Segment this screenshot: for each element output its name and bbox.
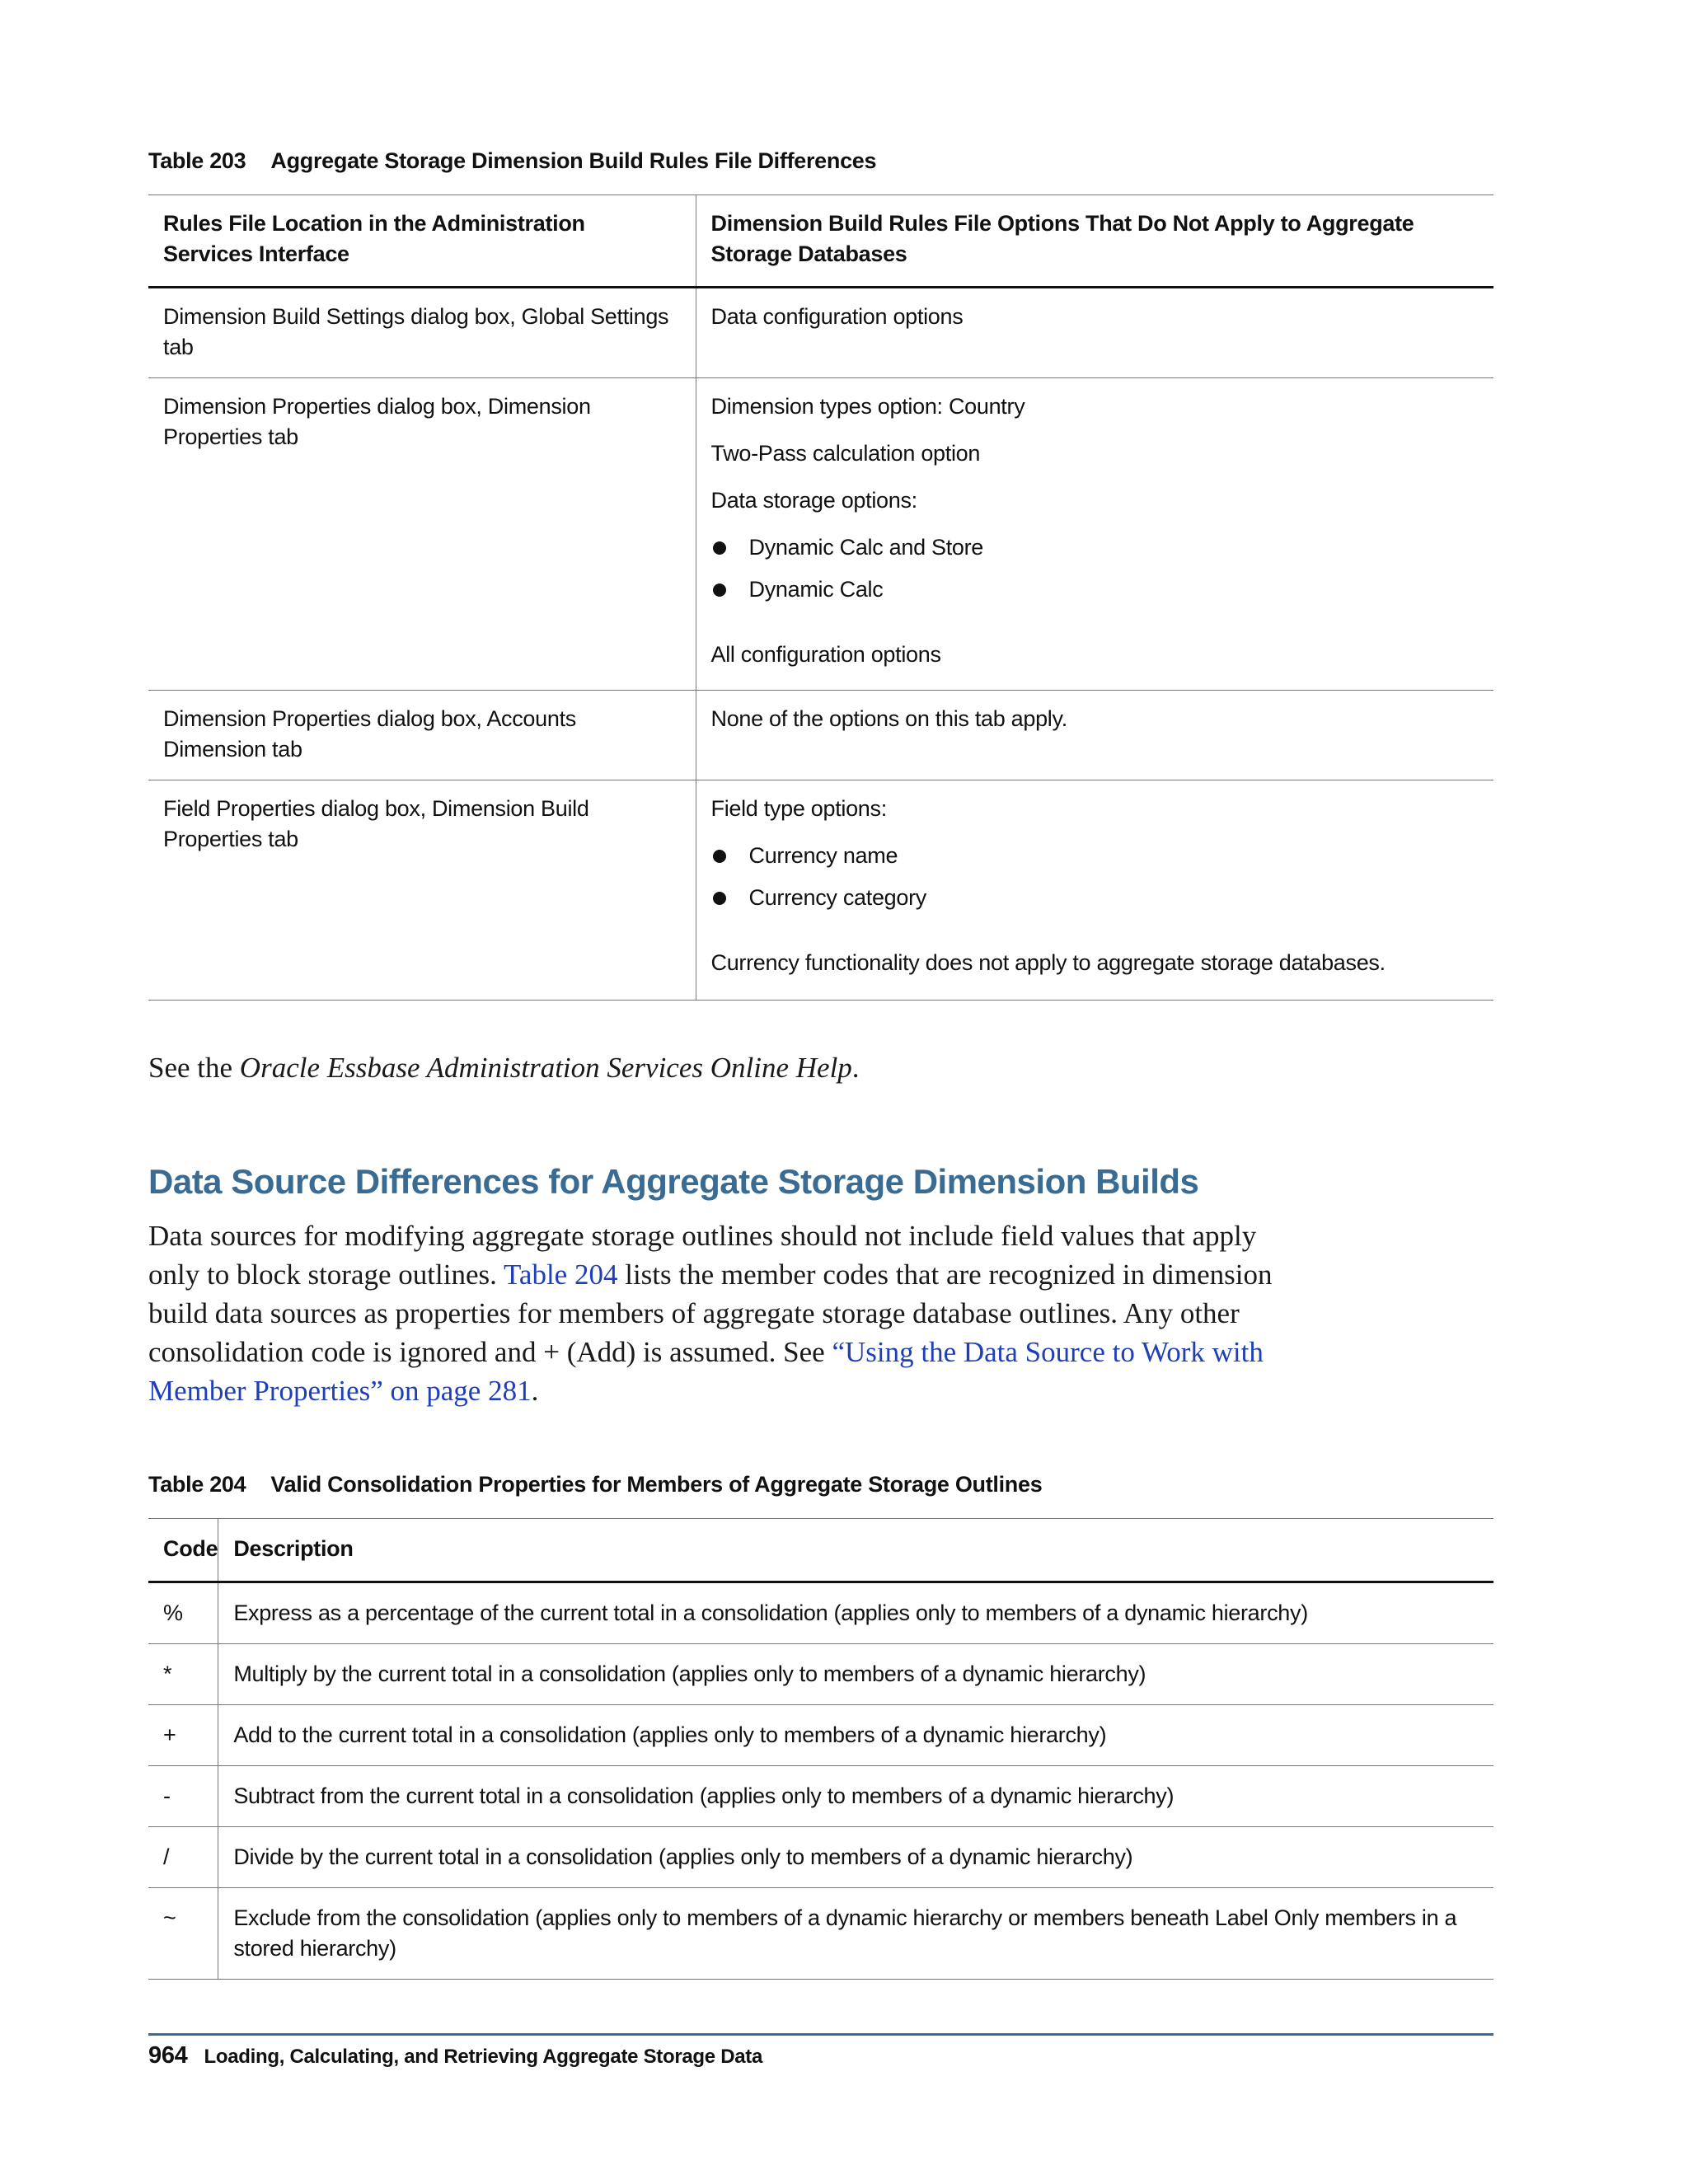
option-text: Currency functionality does not apply to aggregate storage databases. <box>710 950 1386 975</box>
footer-rule <box>148 2033 1493 2036</box>
paragraph-text: . <box>531 1375 539 1407</box>
table-row <box>148 780 1493 1001</box>
see-also-suffix: . <box>851 1052 860 1084</box>
table-204-title: Valid Consolidation Properties for Members of Aggregate Storage Outlines <box>270 1472 1043 1497</box>
table-row <box>148 1582 1493 1644</box>
table-204-header-description: Description <box>218 1519 1493 1582</box>
page-footer <box>148 2042 762 2069</box>
table-cell-code: ~ <box>148 1888 218 1980</box>
table-cell-location: Dimension Properties dialog box, Accounts Dimension tab <box>148 691 696 780</box>
table-203-header-row <box>148 195 1493 288</box>
table-row <box>148 1766 1493 1827</box>
table-cell-description: Multiply by the current total in a consolidation (applies only to members of a dynamic hierarchy) <box>218 1644 1493 1705</box>
table-cell-location: Dimension Build Settings dialog box, Global Settings tab <box>148 288 696 378</box>
table-row <box>148 691 1493 780</box>
help-title: Oracle Essbase Administration Services Online Help <box>239 1052 852 1084</box>
table-cell-location: Dimension Properties dialog box, Dimension Properties tab <box>148 378 696 691</box>
table-cell-description: Divide by the current total in a consolidation (applies only to members of a dynamic hierarchy) <box>218 1827 1493 1888</box>
member-properties-link[interactable]: “Using the Data Source to Work with Member Properties” on page 281 <box>148 1336 1264 1407</box>
see-also-prefix: See the <box>148 1052 240 1084</box>
table-cell-code: * <box>148 1644 218 1705</box>
table-203-header-options: Dimension Build Rules File Options That Do Not Apply to Aggregate Storage Databases <box>696 195 1493 288</box>
table-row <box>148 1888 1493 1980</box>
option-text: All configuration options <box>710 642 941 667</box>
table-203 <box>148 194 1493 1001</box>
table-204 <box>148 1518 1493 1980</box>
table-204-header-row <box>148 1519 1493 1582</box>
table-203-title: Aggregate Storage Dimension Build Rules File Differences <box>270 148 877 173</box>
table-203-number: Table 203 <box>148 148 246 173</box>
option-text: Dimension types option: Country <box>710 394 1025 419</box>
paragraph-text: lists the member codes that are recognized in dimension build data sources as properties for members of aggregate storage database outlines. Any other consolidation code is ignored and + (Add) is assumed. See <box>148 1258 1273 1368</box>
table-cell-options <box>696 378 1493 691</box>
table-cell-description: Express as a percentage of the current total in a consolidation (applies only to members of a dynamic hierarchy) <box>218 1582 1493 1644</box>
bullet-item: Currency name <box>711 841 1479 871</box>
section-heading: Data Source Differences for Aggregate Storage Dimension Builds <box>148 1162 1199 1201</box>
option-text: Data configuration options <box>710 304 964 329</box>
paragraph-text: Data sources for modifying aggregate storage outlines should not include field values that apply only to block storage outlines. <box>148 1220 1257 1291</box>
bullet-item: Dynamic Calc and Store <box>711 532 1479 563</box>
option-text: Two-Pass calculation option <box>710 441 981 466</box>
chapter-title: Loading, Calculating, and Retrieving Aggregate Storage Data <box>204 2046 763 2068</box>
table-row <box>148 1705 1493 1766</box>
table-cell-description: Exclude from the consolidation (applies only to members of a dynamic hierarchy or members beneath Label Only members in a stored hierarchy) <box>218 1888 1493 1980</box>
page-number: 964 <box>148 2042 188 2069</box>
option-text: Field type options: <box>710 796 887 821</box>
table-cell-description: Add to the current total in a consolidation (applies only to members of a dynamic hierarchy) <box>218 1705 1493 1766</box>
table-cell-options <box>696 288 1493 378</box>
table-204-number: Table 204 <box>148 1472 246 1497</box>
table-cell-options <box>696 780 1493 1001</box>
table-203-caption <box>148 148 876 174</box>
option-text: None of the options on this tab apply. <box>710 706 1067 731</box>
bullet-item: Dynamic Calc <box>711 574 1479 605</box>
table-cell-code: - <box>148 1766 218 1827</box>
table-cell-code: % <box>148 1582 218 1644</box>
bullet-list <box>711 532 1479 605</box>
table-row <box>148 1827 1493 1888</box>
table-cell-description: Subtract from the current total in a consolidation (applies only to members of a dynamic hierarchy) <box>218 1766 1493 1827</box>
table-204-header-code: Code <box>148 1519 218 1582</box>
table-row <box>148 288 1493 378</box>
table-row <box>148 378 1493 691</box>
bullet-list <box>711 841 1479 913</box>
table-204-link[interactable]: Table 204 <box>503 1258 618 1291</box>
table-cell-location: Field Properties dialog box, Dimension Build Properties tab <box>148 780 696 1001</box>
table-cell-code: + <box>148 1705 218 1766</box>
table-204-caption <box>148 1472 1042 1497</box>
table-cell-options <box>696 691 1493 780</box>
table-cell-code: / <box>148 1827 218 1888</box>
section-paragraph <box>148 1216 1302 1410</box>
table-203-header-location: Rules File Location in the Administration Services Interface <box>148 195 696 288</box>
table-row <box>148 1644 1493 1705</box>
bullet-item: Currency category <box>711 883 1479 913</box>
see-also-text <box>148 1048 860 1087</box>
option-text: Data storage options: <box>710 488 917 513</box>
